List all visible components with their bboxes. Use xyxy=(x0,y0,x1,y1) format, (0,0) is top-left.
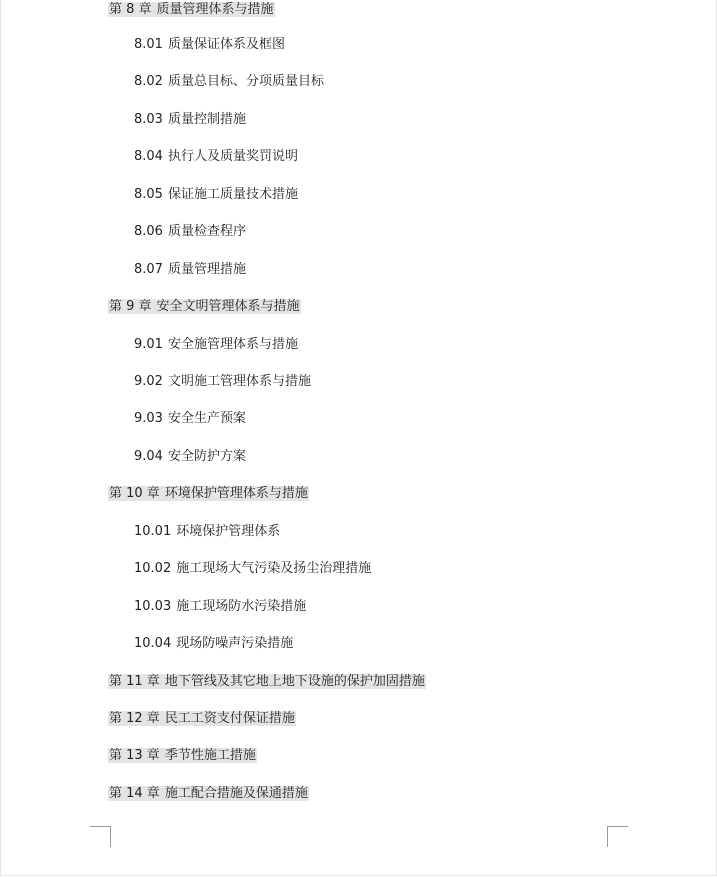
toc-section-title: 保证施工质量技术措施 xyxy=(167,187,298,202)
toc-chapter-number: 第 9 章 xyxy=(109,299,152,314)
toc-section-8-01[interactable] xyxy=(134,35,285,55)
toc-section-9-01[interactable] xyxy=(134,335,298,355)
margin-corner-mark-left xyxy=(90,826,111,847)
toc-section-number: 9.04 xyxy=(134,449,163,464)
toc-section-9-02[interactable] xyxy=(134,372,311,392)
toc-section-9-04[interactable] xyxy=(134,447,246,467)
toc-entry-highlight xyxy=(108,2,275,17)
toc-section-title: 现场防噪声污染措施 xyxy=(176,636,294,651)
toc-chapter-12[interactable] xyxy=(108,709,296,729)
toc-entry-highlight xyxy=(108,486,309,501)
toc-section-number: 8.06 xyxy=(134,224,163,239)
toc-section-title: 安全生产预案 xyxy=(167,411,246,426)
toc-chapter-number: 第 10 章 xyxy=(109,486,160,501)
toc-chapter-13[interactable] xyxy=(108,746,257,766)
toc-section-number: 10.02 xyxy=(134,561,172,576)
toc-chapter-title: 安全文明管理体系与措施 xyxy=(156,299,300,314)
toc-section-10-01[interactable] xyxy=(134,522,280,542)
toc-section-title: 质量检查程序 xyxy=(167,224,246,239)
toc-section-title: 质量管理措施 xyxy=(167,262,246,277)
toc-section-title: 安全施管理体系与措施 xyxy=(167,337,298,352)
toc-section-number: 8.03 xyxy=(134,112,163,127)
toc-entry-highlight xyxy=(108,299,301,314)
margin-corner-mark-right xyxy=(607,826,628,847)
toc-chapter-11[interactable] xyxy=(108,672,426,692)
toc-section-number: 10.01 xyxy=(134,524,172,539)
toc-section-9-03[interactable] xyxy=(134,409,246,429)
toc-chapter-8[interactable] xyxy=(108,0,275,20)
toc-section-title: 执行人及质量奖罚说明 xyxy=(167,149,298,164)
toc-section-8-04[interactable] xyxy=(134,147,298,167)
toc-chapter-title: 环境保护管理体系与措施 xyxy=(164,486,308,501)
toc-chapter-number: 第 8 章 xyxy=(109,2,152,17)
toc-section-10-03[interactable] xyxy=(134,597,306,617)
toc-section-number: 8.01 xyxy=(134,37,163,52)
toc-section-number: 8.02 xyxy=(134,74,163,89)
toc-section-title: 环境保护管理体系 xyxy=(176,524,281,539)
toc-section-title: 质量保证体系及框图 xyxy=(167,37,285,52)
toc-chapter-number: 第 11 章 xyxy=(109,674,160,689)
toc-chapter-title: 地下管线及其它地上地下设施的保护加固措施 xyxy=(164,674,425,689)
toc-chapter-title: 施工配合措施及保通措施 xyxy=(164,786,308,801)
toc-entry-highlight xyxy=(108,674,426,689)
toc-section-number: 9.03 xyxy=(134,411,163,426)
toc-section-title: 安全防护方案 xyxy=(167,449,246,464)
toc-chapter-number: 第 14 章 xyxy=(109,786,160,801)
toc-section-title: 文明施工管理体系与措施 xyxy=(167,374,311,389)
toc-chapter-title: 质量管理体系与措施 xyxy=(156,2,274,17)
toc-chapter-number: 第 12 章 xyxy=(109,711,160,726)
toc-section-number: 9.02 xyxy=(134,374,163,389)
toc-section-8-02[interactable] xyxy=(134,72,324,92)
toc-entry-highlight xyxy=(108,711,296,726)
toc-section-number: 8.05 xyxy=(134,187,163,202)
toc-section-number: 10.04 xyxy=(134,636,172,651)
toc-chapter-14[interactable] xyxy=(108,784,309,804)
toc-section-number: 8.07 xyxy=(134,262,163,277)
toc-chapter-9[interactable] xyxy=(108,297,301,317)
toc-chapter-title: 季节性施工措施 xyxy=(164,748,256,763)
toc-chapter-number: 第 13 章 xyxy=(109,748,160,763)
toc-section-title: 施工现场大气污染及扬尘治理措施 xyxy=(176,561,372,576)
toc-section-8-07[interactable] xyxy=(134,260,246,280)
toc-section-title: 质量控制措施 xyxy=(167,112,246,127)
toc-section-10-04[interactable] xyxy=(134,634,293,654)
toc-section-title: 施工现场防水污染措施 xyxy=(176,599,307,614)
toc-section-8-05[interactable] xyxy=(134,185,298,205)
toc-section-10-02[interactable] xyxy=(134,559,371,579)
toc-entry-highlight xyxy=(108,786,309,801)
toc-chapter-title: 民工工资支付保证措施 xyxy=(164,711,295,726)
toc-section-title: 质量总目标、分项质量目标 xyxy=(167,74,324,89)
toc-entry-highlight xyxy=(108,748,257,763)
toc-section-number: 9.01 xyxy=(134,337,163,352)
toc-section-8-06[interactable] xyxy=(134,222,246,242)
toc-section-8-03[interactable] xyxy=(134,110,246,130)
toc-section-number: 10.03 xyxy=(134,599,172,614)
toc-chapter-10[interactable] xyxy=(108,484,309,504)
toc-section-number: 8.04 xyxy=(134,149,163,164)
